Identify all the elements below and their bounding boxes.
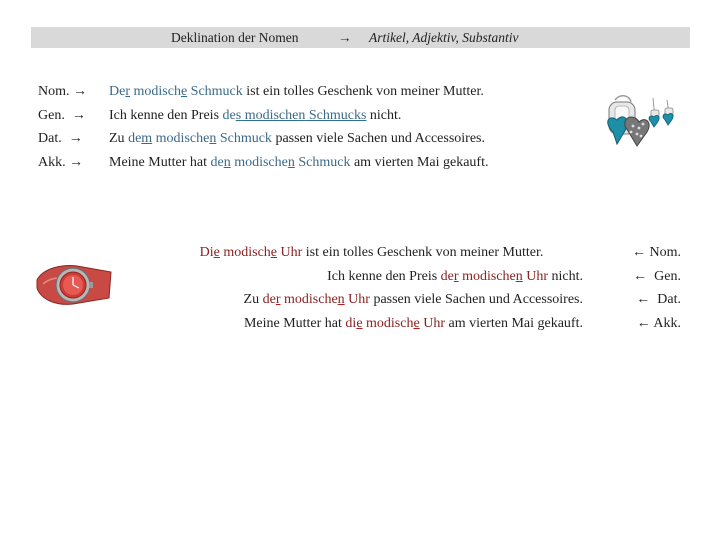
masculine-sentence-gen: [109, 104, 488, 128]
noun: Uhr: [419, 315, 445, 331]
article-stem: di: [345, 315, 357, 331]
adjective-ending: n: [298, 107, 306, 123]
noun: Schmuck: [187, 84, 243, 99]
title-arrow: →: [338, 30, 352, 45]
adjective-ending: e: [180, 84, 188, 99]
adjective-ending: n: [209, 131, 217, 146]
sentence-rest: nicht.: [548, 268, 583, 284]
sentence-start: Zu: [243, 292, 263, 307]
adjective-stem: modische: [230, 154, 288, 170]
case-label-akk-right: ← Akk.: [636, 315, 681, 331]
feminine-sentences: [160, 241, 583, 335]
sentence-start: Ich kenne den Preis: [327, 268, 441, 284]
red-wristwatch-image: [33, 258, 115, 310]
adjective-ending: n: [337, 292, 345, 307]
sentence-rest: am vierten Mai gekauft.: [444, 315, 583, 331]
sentence-start: Meine Mutter hat: [243, 315, 346, 331]
noun: Uhr: [522, 268, 548, 284]
sentence-rest: nicht.: [366, 107, 402, 123]
adjective-stem: modisch: [362, 315, 414, 331]
adjective-stem: modische: [152, 131, 210, 146]
noun-ending: s: [360, 107, 367, 123]
case-label-dat-right: ← Dat.: [636, 292, 681, 307]
masculine-sentence-nom: [109, 80, 488, 104]
sentence-rest: ist ein tolles Geschenk von meiner Mutter.: [302, 245, 544, 260]
case-label-dat: Dat. →: [38, 131, 83, 146]
noun: Schmuck: [216, 131, 272, 146]
adjective-stem: modisch: [219, 245, 271, 260]
title-left: Deklination der Nomen: [171, 30, 299, 45]
adjective-stem: modische: [458, 268, 516, 284]
sentence-start: Zu: [109, 131, 129, 146]
article-stem: de: [128, 131, 142, 146]
adjective-ending: e: [413, 315, 420, 331]
adjective-ending: e: [270, 245, 278, 260]
article-stem: de: [262, 292, 276, 307]
adjective-stem: modische: [241, 107, 299, 123]
article-ending: r: [125, 84, 130, 99]
case-label-gen: Gen. →: [38, 107, 86, 123]
noun: Uhr: [277, 245, 303, 260]
adjective-stem: modisch: [130, 84, 181, 99]
noun: Uhr: [344, 292, 370, 307]
case-label-nom-right: ← Nom.: [632, 245, 681, 260]
article-ending: n: [223, 154, 231, 170]
feminine-sentence-akk: [160, 312, 583, 336]
case-labels-left: [38, 80, 87, 174]
adjective-ending: n: [515, 268, 523, 284]
title-right: Artikel, Adjektiv, Substantiv: [369, 30, 519, 45]
case-label-nom: Nom. →: [38, 84, 87, 99]
sentence-rest: passen viele Sachen und Accessoires.: [369, 292, 583, 307]
masculine-sentence-akk: [109, 151, 488, 175]
sentence-start: Meine Mutter hat: [109, 154, 211, 170]
article-ending: r: [275, 292, 281, 307]
article-stem: Di: [199, 245, 214, 260]
article-stem: de: [210, 154, 224, 170]
case-label-akk: Akk. →: [38, 154, 84, 170]
article-stem: de: [440, 268, 454, 284]
masculine-sentence-dat: [109, 127, 488, 151]
title-bar: [31, 27, 690, 48]
case-labels-right: [600, 241, 681, 335]
feminine-sentence-gen: [160, 265, 583, 289]
article-ending: s: [235, 107, 242, 123]
article-stem: De: [109, 84, 126, 99]
noun: Schmuck: [294, 154, 351, 170]
article-stem: de: [222, 107, 236, 123]
sentence-rest: am vierten Mai gekauft.: [350, 154, 489, 170]
article-ending: e: [213, 245, 220, 260]
sentence-start: Ich kenne den Preis: [109, 107, 223, 123]
article-ending: r: [453, 268, 459, 284]
masculine-sentences: [109, 80, 488, 174]
jewelry-pendants-image: [595, 92, 695, 164]
noun: Schmuck: [305, 107, 361, 123]
sentence-rest: passen viele Sachen und Accessoires.: [271, 131, 485, 146]
adjective-stem: modische: [280, 292, 338, 307]
feminine-sentence-nom: [160, 241, 583, 265]
article-ending: e: [356, 315, 363, 331]
feminine-sentence-dat: [160, 288, 583, 312]
sentence-rest: ist ein tolles Geschenk von meiner Mutter.: [242, 84, 484, 99]
article-ending: m: [141, 131, 153, 146]
adjective-ending: n: [287, 154, 295, 170]
case-label-gen-right: ← Gen.: [633, 268, 681, 284]
